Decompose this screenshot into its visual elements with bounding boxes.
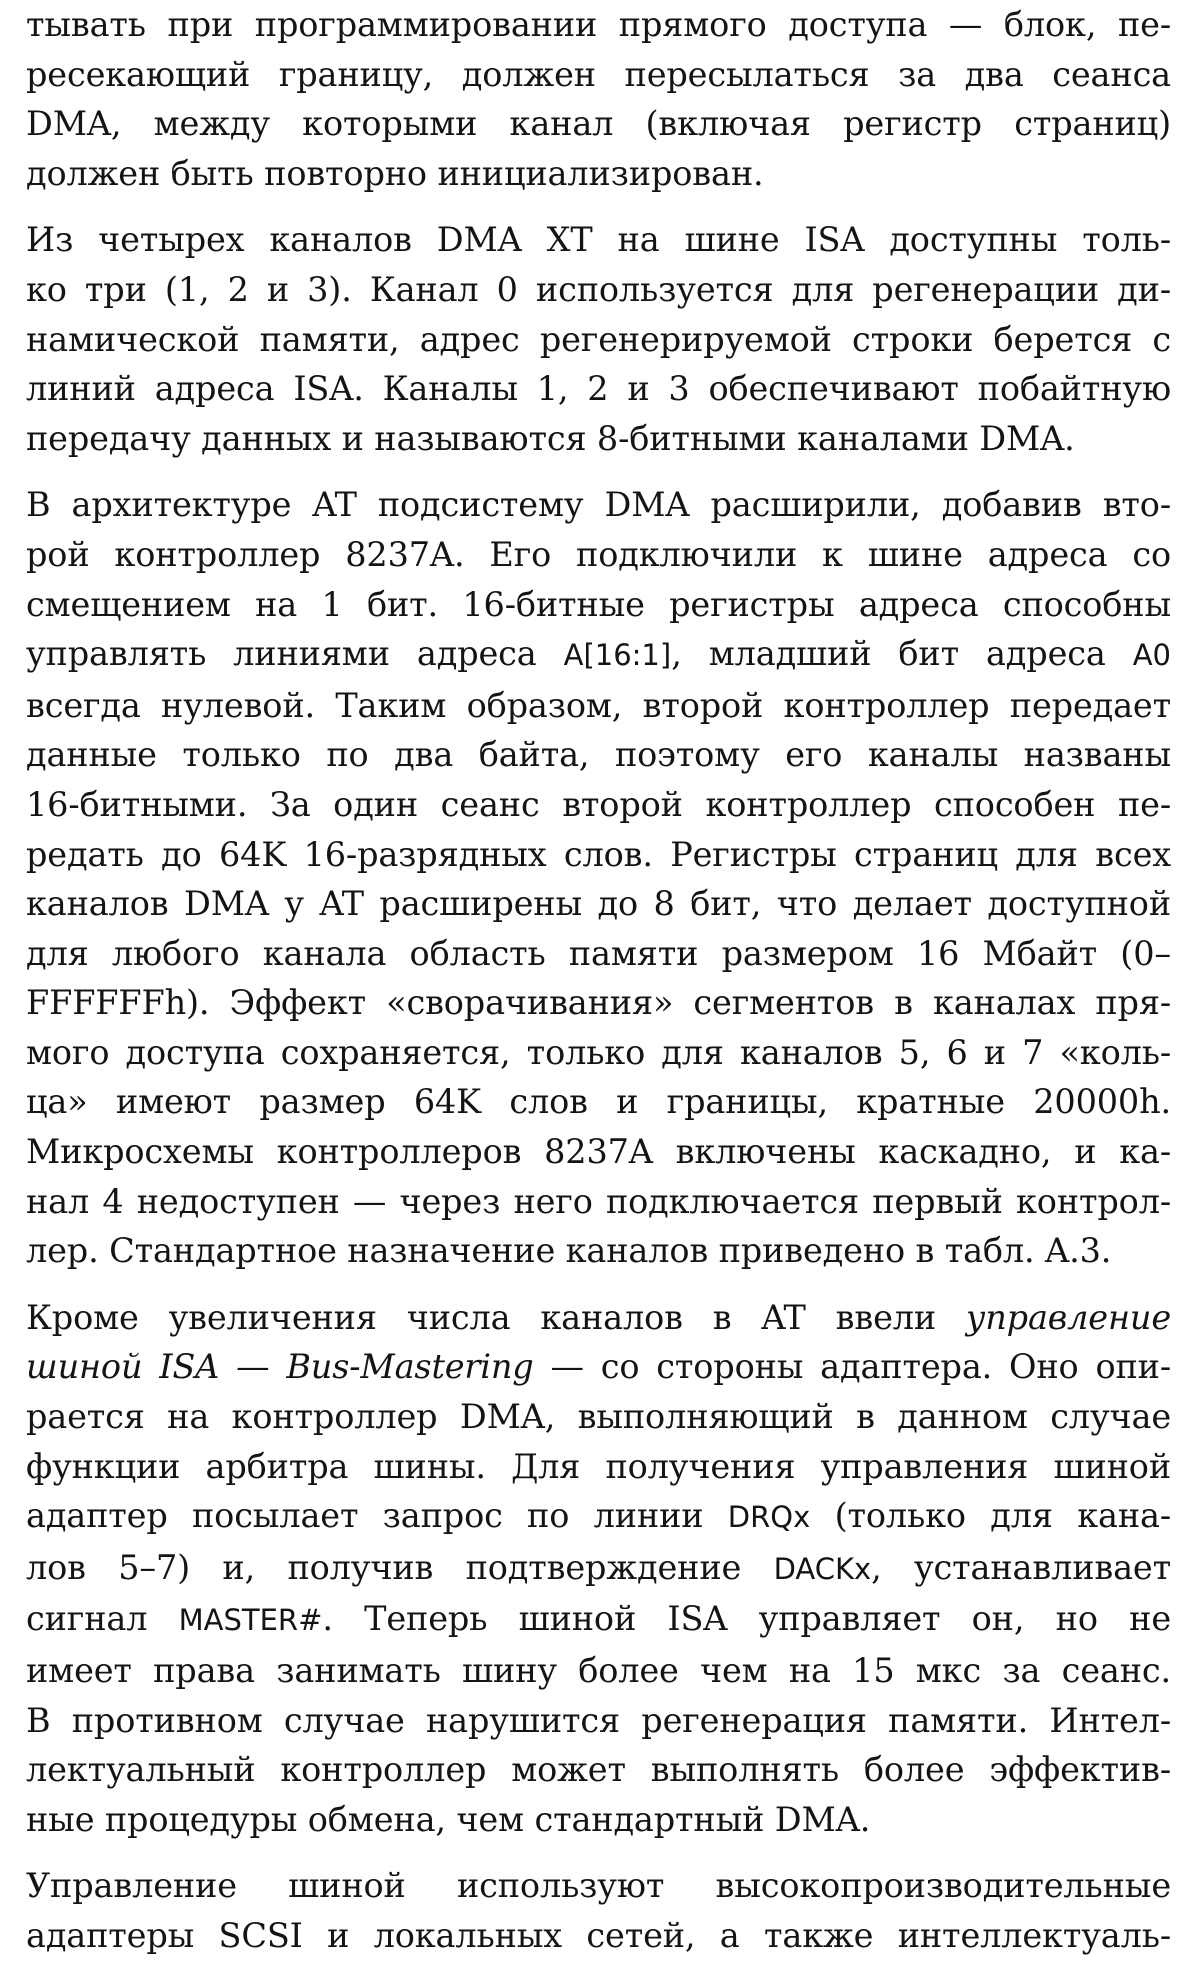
text-line: В противном случае нарушится регенерация памяти. Интел- <box>26 1700 1171 1740</box>
text-line: ко три (1, 2 и 3). Канал 0 используется для регенерации ди- <box>26 269 1171 309</box>
text-line: нал 4 недоступен — через него подключается первый контрол- <box>26 1181 1171 1221</box>
text-line: Микросхемы контроллеров 8237A включены каскадно, и ка- <box>26 1132 1171 1172</box>
text-fragment: . Теперь шиной ISA управляет он, но не <box>322 1599 1171 1639</box>
paragraph-4 <box>26 1293 1171 1845</box>
text-line: лер. Стандартное назначение каналов приведено в табл. A.3. <box>26 1231 1112 1271</box>
signal-name: A0 <box>1132 638 1171 673</box>
text-fragment: , младший бит адреса <box>671 634 1133 674</box>
text-fragment: сигнал <box>26 1599 179 1639</box>
text-line <box>26 1594 1171 1646</box>
text-line: намической памяти, адрес регенерируемой строки берется с <box>26 319 1171 359</box>
text-line: линий адреса ISA. Каналы 1, 2 и 3 обеспечивают побайтную <box>26 369 1171 409</box>
text-line: Управление шиной используют высокопроизводительные <box>26 1866 1171 1906</box>
text-fragment: лов 5–7) и, получив подтверждение <box>26 1547 774 1587</box>
text-line: для любого канала область памяти размером 16 Мбайт (0– <box>26 933 1171 973</box>
text-line: В архитектуре AT подсистему DMA расширили, добавив вто- <box>26 485 1171 525</box>
text-line: 16-битными. За один сеанс второй контроллер способен пе- <box>26 784 1171 824</box>
signal-name: MASTER# <box>178 1603 323 1638</box>
signal-name: DRQx <box>727 1500 811 1535</box>
text-fragment: , устанавливает <box>871 1547 1171 1587</box>
text-line: DMA, между которыми канал (включая регистр страниц) <box>26 104 1171 144</box>
text-line <box>26 1491 1171 1543</box>
text-line <box>26 629 1171 681</box>
text-line: рой контроллер 8237A. Его подключили к шине адреса со <box>26 534 1171 574</box>
text-line: FFFFFFh). Эффект «сворачивания» сегментов в каналах пря- <box>26 983 1171 1023</box>
text-line: ные процедуры обмена, чем стандартный DMA. <box>26 1799 871 1839</box>
text-line: мого доступа сохраняется, только для каналов 5, 6 и 7 «коль- <box>26 1032 1171 1072</box>
text-fragment: управлять линиями адреса <box>26 634 564 674</box>
paragraph-1 <box>26 0 1171 198</box>
text-line: смещением на 1 бит. 16-битные регистры адреса способны <box>26 584 1171 624</box>
document-page <box>26 0 1171 1978</box>
italic-term: шиной ISA — Bus-Mastering <box>26 1347 534 1387</box>
text-line: каналов DMA у AT расширены до 8 бит, что делает доступной <box>26 884 1171 924</box>
text-line <box>26 1293 1171 1343</box>
text-line: Из четырех каналов DMA XT на шине ISA доступны толь- <box>26 220 1171 260</box>
paragraph-5 <box>26 1861 1171 1960</box>
text-line: лектуальный контроллер может выполнять более эффектив- <box>26 1750 1171 1790</box>
text-line: ресекающий границу, должен пересылаться за два сеанса <box>26 54 1171 94</box>
text-fragment: адаптер посылает запрос по линии <box>26 1496 728 1536</box>
signal-name: A[16:1] <box>563 638 672 673</box>
text-line: тывать при программировании прямого доступа — блок, пе- <box>26 5 1171 44</box>
italic-term: управление <box>965 1297 1171 1337</box>
text-line: рается на контроллер DMA, выполняющий в данном случае <box>26 1397 1171 1437</box>
text-line: передачу данных и называются 8-битными каналами DMA. <box>26 418 1075 458</box>
paragraph-3 <box>26 480 1171 1276</box>
text-line: адаптеры SCSI и локальных сетей, а также интеллектуаль- <box>26 1915 1171 1955</box>
text-line <box>26 1543 1171 1595</box>
text-fragment: (только для кана- <box>810 1496 1171 1536</box>
text-line <box>26 1342 1171 1392</box>
paragraph-2 <box>26 215 1171 463</box>
text-line: редать до 64K 16-разрядных слов. Регистры страниц для всех <box>26 834 1171 874</box>
text-fragment: — со стороны адаптера. Оно опи- <box>533 1347 1171 1387</box>
text-line: всегда нулевой. Таким образом, второй контроллер передает <box>26 685 1171 725</box>
text-line: ца» имеют размер 64K слов и границы, кратные 20000h. <box>26 1082 1171 1122</box>
signal-name: DACKx <box>773 1551 872 1586</box>
text-line: должен быть повторно инициализирован. <box>26 153 764 193</box>
text-line: имеет права занимать шину более чем на 15 мкс за сеанс. <box>26 1651 1171 1690</box>
text-line: данные только по два байта, поэтому его каналы названы <box>26 735 1171 775</box>
text-fragment: Кроме увеличения числа каналов в AT ввели <box>26 1297 966 1337</box>
text-line: функции арбитра шины. Для получения управления шиной <box>26 1446 1171 1486</box>
